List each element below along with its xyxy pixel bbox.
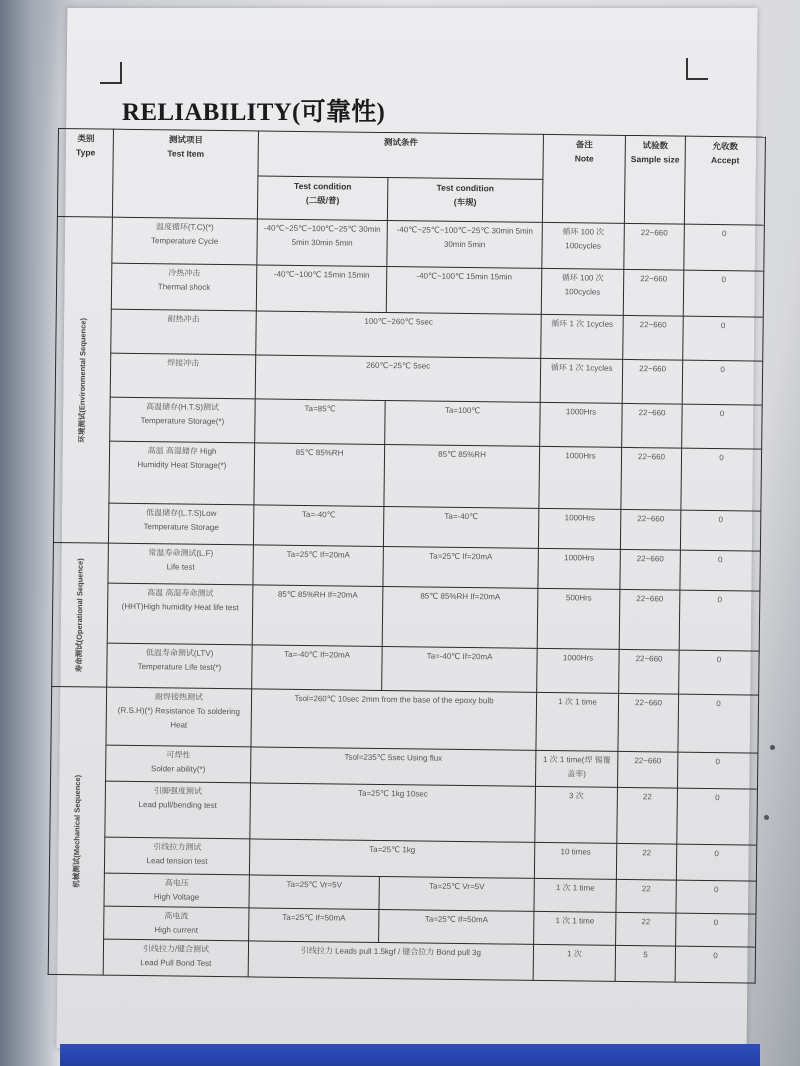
test-condition-header: 测试条件 (258, 131, 544, 179)
header-row (58, 129, 766, 183)
page-title: RELIABILITY(可靠性) (122, 99, 386, 126)
table-row: 高温 高湿储存 High Humidity Heat Storage(*) 85℃ 85%RH 85℃ 85%RH 1000Hrs 22~660 0 (54, 440, 762, 511)
group-mechanical: 机械测试(Mechanical Sequence) (48, 686, 107, 975)
table-row: 低温储存(L.T.S)Low Temperature Storage Ta=-40℃ Ta=-40℃ 1000Hrs 22~660 0 (53, 502, 760, 551)
table-row: 高温储存(H.T.S)测试 Temperature Storage(*) Ta=85℃ Ta=100℃ 1000Hrs 22~660 0 (55, 396, 763, 449)
table-row: 引脚强度测试 Lead pull/bending test Ta=25℃ 1kg 10sec 3 次 22 0 (50, 780, 758, 845)
reliability-table (48, 128, 766, 984)
table-row: 高电压 High Voltage Ta=25℃ Vr=5V Ta=25℃ Vr=5V 1 次 1 time 22 0 (49, 872, 756, 914)
type-header: 类别 Type (57, 129, 113, 218)
taskbar (60, 1044, 760, 1066)
table-row: 寿命测试(Operational Sequence) 常温寿命测试(L.F) Life test Ta=25℃ If=20mA Ta=25℃ If=20mA 1000Hrs 22~660 0 (53, 542, 760, 591)
page-corner-mark-right (686, 58, 708, 80)
table-row: 引线拉力/键合测试 Lead Pull Bond Test 引线拉力 Leads pull 1.5kgf / 键合拉力 Bond pull 3g 1 次 5 0 (48, 938, 755, 983)
test-item-header: 测试项目 Test Item (112, 129, 258, 219)
table-row: 机械测试(Mechanical Sequence) 耐焊接热测试 (R.S.H)(*) Resistance To soldering Heat Tsol=260℃ 10sec 2mm from the base of the epoxy bulb 1 次 1 time 22~660 0 (51, 686, 759, 753)
table-row: 引线拉力测试 Lead tension test Ta=25℃ 1kg 10 times 22 0 (49, 836, 756, 881)
condition-1-header: Test condition (二级/普) (257, 176, 388, 221)
table-row: 冷热冲击 Thermal shock -40℃~100℃ 15min 15min -40℃~100℃ 15min 15min 循环 100 次 100cycles 22~660 0 (56, 262, 764, 317)
condition-2-header: Test condition (车规) (387, 178, 543, 223)
screen-dust-dot (770, 745, 775, 750)
note-header: 备注 Note (542, 134, 625, 223)
sample-size-header: 试验数 Sample size (624, 135, 685, 224)
screen-dust-dot (764, 815, 769, 820)
group-environmental: 环境测试(Environmental Sequence) (53, 216, 112, 543)
table-row: 高电流 High current Ta=25℃ If=50mA Ta=25℃ If=50mA 1 次 1 time 22 0 (49, 905, 756, 947)
group-operational: 寿命测试(Operational Sequence) (52, 542, 109, 687)
table-row: 耐热冲击 100℃~260℃ 5sec 循环 1 次 1cycles 22~660 0 (56, 308, 764, 361)
table-row: 环境测试(Environmental Sequence) 温度循环(T.C)(*) Temperature Cycle -40℃~25℃~100℃~25℃ 30min 5min 30min 5min -40℃~25℃~100℃~25℃ 30min 5min 30min 5min 循环 100 次 100cycles 22~660 0 (57, 216, 765, 271)
table-row: 可焊性 Solder ability(*) Tsol=235℃ 5sec Using flux 1 次 1 time(焊 锡覆盖率) 22~660 0 (51, 744, 758, 789)
table-row: 高温 高湿寿命测试 (HHT)High humidity Heat life test 85℃ 85%RH If=20mA 85℃ 85%RH If=20mA 500Hrs 22~660 0 (52, 582, 760, 651)
accept-header: 允收数 Accept (684, 136, 765, 225)
page-corner-mark-left (100, 62, 122, 84)
table-row: 低温寿命测试(LTV) Temperature Life test(*) Ta=-40℃ If=20mA Ta=-40℃ If=20mA 1000Hrs 22~660 0 (52, 642, 760, 695)
table-row: 焊接冲击 260℃~25℃ 5sec 循环 1 次 1cycles 22~660 0 (55, 352, 763, 405)
